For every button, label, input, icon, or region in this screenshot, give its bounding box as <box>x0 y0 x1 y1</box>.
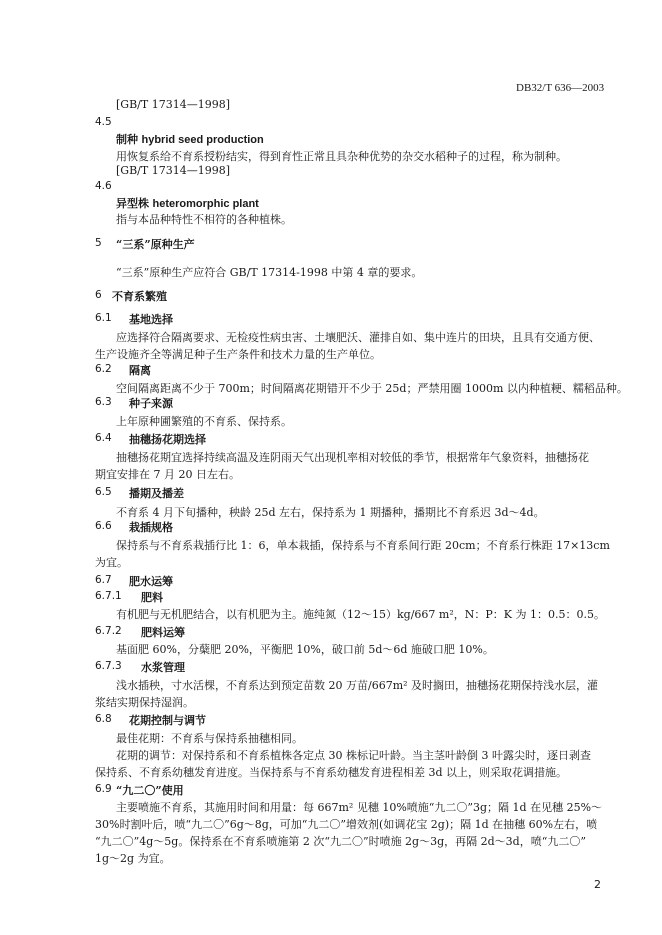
section-6-8-best: 最佳花期：不育系与保持系抽穗相同。 <box>116 732 303 745</box>
term-4-5-en: hybrid seed production <box>141 134 264 146</box>
section-6-6-number: 6.6 <box>95 520 112 532</box>
section-6-2-text: 空间隔离距离不少于 700m；时间隔离花期错开不少于 25d；严禁用圈 1000m 以内种植粳、糯稻品种。 <box>116 382 628 395</box>
section-6-9-line2: 30%时割叶后，喷“九二〇”6g～8g，可加“九二〇”增效剂(如调花宝 2g)；隔 1d 在抽穗 60%左右，喷 <box>95 818 598 831</box>
term-4-6-en: heteromorphic plant <box>152 198 259 210</box>
section-6-4-line1: 抽穗扬花期宜选择持续高温及连阴雨天气出现机率相对较低的季节，根据常年气象资料，抽穗扬花 <box>116 451 589 464</box>
section-6-7-2-title: 肥料运筹 <box>141 626 185 639</box>
section-6-9-number: 6.9 <box>95 783 112 795</box>
term-4-5-zh: 制种 <box>116 133 138 146</box>
section-6-9-line4: 1g～2g 为宜。 <box>95 852 171 865</box>
section-6-8-adj2: 保持系、不育系幼穗发育进度。当保持系与不育系幼穗发育进程相差 3d 以上，则采取花调措施。 <box>95 766 568 779</box>
term-4-6 <box>116 195 259 211</box>
section-6-8-title: 花期控制与调节 <box>129 714 206 727</box>
section-6-7-1-number: 6.7.1 <box>95 590 122 602</box>
section-6-7-3-number: 6.7.3 <box>95 660 122 672</box>
section-6-6-title: 栽插规格 <box>129 521 173 534</box>
section-4-6-number: 4.6 <box>95 180 112 192</box>
section-6-7-2-text: 基面肥 60%，分蘖肥 20%，平衡肥 10%，破口前 5d～6d 施破口肥 10%。 <box>116 643 494 656</box>
section-6-1-title: 基地选择 <box>129 313 173 326</box>
section-6-3-text: 上年原种圃繁殖的不育系、保持系。 <box>116 415 292 428</box>
section-6-8-adj1: 花期的调节：对保持系和不育系植株各定点 30 株标记叶龄。当主茎叶龄倒 3 叶露尖时，逐日剥查 <box>116 749 591 762</box>
section-6-9-title: “九二〇”使用 <box>116 784 184 797</box>
section-6-7-3-line1: 浅水插秧，寸水活棵，不育系达到预定苗数 20 万苗/667m² 及时搁田，抽穗扬花期保持浅水层，灌 <box>116 679 599 692</box>
section-6-2-number: 6.2 <box>95 363 112 375</box>
section-6-7-1-title: 肥料 <box>141 591 163 604</box>
def-4-6: 指与本品种特性不相符的各种植株。 <box>116 213 292 226</box>
term-4-5 <box>116 131 264 147</box>
ref-4-4: [GB/T 17314—1998] <box>116 98 230 111</box>
section-6-3-title: 种子来源 <box>129 397 173 410</box>
section-6-5-number: 6.5 <box>95 486 112 498</box>
section-6-1-line1: 应选择符合隔离要求、无检疫性病虫害、土壤肥沃、灌排自如、集中连片的田块，且具有交通方便、 <box>116 331 600 344</box>
section-6-title: 不育系繁殖 <box>112 290 167 303</box>
section-6-7-number: 6.7 <box>95 574 112 586</box>
section-6-6-line2: 为宜。 <box>95 556 128 569</box>
section-6-5-text: 不育系 4 月下旬播种，秧龄 25d 左右，保持系为 1 期播种，播期比不育系迟 3d～4d。 <box>116 506 545 519</box>
section-6-6-line1: 保持系与不育系栽插行比 1：6，单本栽插，保持系与不育系间行距 20cm；不育系行株距 17×13cm <box>116 539 610 552</box>
section-6-5-title: 播期及播差 <box>129 487 184 500</box>
section-6-9-line1: 主要喷施不育系，其施用时间和用量：每 667m² 见穗 10%喷施“九二〇”3g；隔 1d 在见穗 25%～ <box>116 801 603 814</box>
header-doc-code: DB32/T 636—2003 <box>516 82 605 94</box>
section-6-4-line2: 期宜安排在 7 月 20 日左右。 <box>95 468 240 481</box>
section-6-4-number: 6.4 <box>95 432 112 444</box>
section-6-7-1-text: 有机肥与无机肥结合，以有机肥为主。施纯氮（12～15）kg/667 m²，N：P：K 为 1：0.5：0.5。 <box>116 608 605 621</box>
section-6-3-number: 6.3 <box>95 396 112 408</box>
section-6-2-title: 隔离 <box>129 364 151 377</box>
section-5-title: “三系”原种生产 <box>116 238 195 251</box>
section-6-8-number: 6.8 <box>95 713 112 725</box>
section-6-1-line2: 生产设施齐全等满足种子生产条件和技术力量的生产单位。 <box>95 348 381 361</box>
section-6-7-title: 肥水运筹 <box>129 575 173 588</box>
section-6-number: 6 <box>95 289 102 301</box>
section-5-text: “三系”原种生产应符合 GB/T 17314-1998 中第 4 章的要求。 <box>116 266 423 279</box>
section-6-1-number: 6.1 <box>95 312 112 324</box>
section-5-number: 5 <box>95 237 102 249</box>
ref-4-5: [GB/T 17314—1998] <box>116 164 230 177</box>
section-6-4-title: 抽穗扬花期选择 <box>129 433 206 446</box>
page-number: 2 <box>594 878 601 891</box>
term-4-6-zh: 异型株 <box>116 197 149 210</box>
section-4-5-number: 4.5 <box>95 116 112 128</box>
section-6-9-line3: “九二〇”4g～5g。保持系在不育系喷施第 2 次“九二〇”时喷施 2g～3g，再隔 2d～3d，喷“九二〇” <box>95 835 586 848</box>
section-6-7-3-line2: 浆结实期保持湿润。 <box>95 696 194 709</box>
def-4-5: 用恢复系给不育系授粉结实，得到育性正常且具杂种优势的杂交水稻种子的过程，称为制种。 <box>116 150 567 163</box>
section-6-7-3-title: 水浆管理 <box>141 661 185 674</box>
section-6-7-2-number: 6.7.2 <box>95 625 122 637</box>
